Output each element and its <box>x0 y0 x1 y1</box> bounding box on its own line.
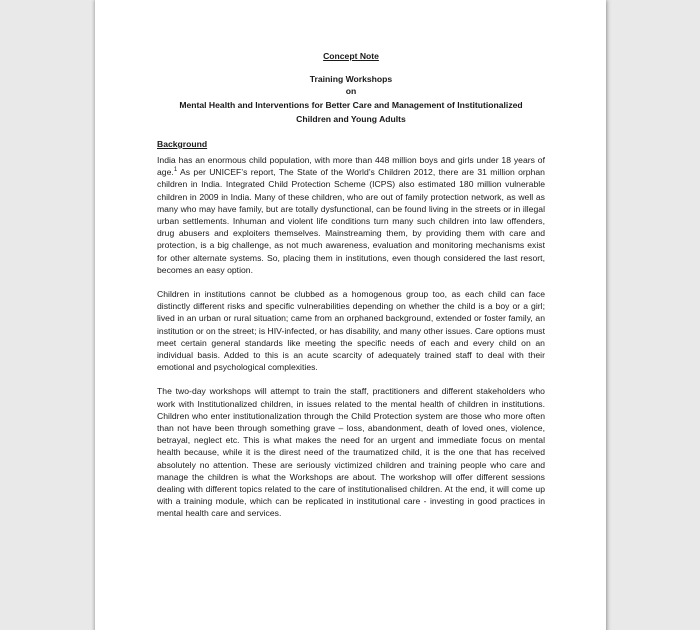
paragraph-1-start: India has an enormous child population, with more than 448 million boys and girls under 18 years of age. <box>157 155 545 178</box>
title-line-1: Training Workshops <box>309 74 393 84</box>
document-page <box>95 0 606 630</box>
paragraph-1 <box>157 154 545 276</box>
paragraph-1-rest: As per UNICEF’s report, The State of the World’s Children 2012, there are 31 million orphan children in India. Integrated Child Protection Scheme (ICPS) also estimated 180 million vulnerable children in 2009 in India. Many of these children, who are out of family protection network, as well as many who may have family, but are totally dysfunctional, can be found living in the streets or in illegal urban settlements. Inhuman and violent life conditions turn many such children into law offenders, drug abusers and exploiters themselves. Mainstreaming them, by providing them with care and protection, is a big challenge, as not much awareness, evaluation and monitoring mechanisms exist for other alternate systems. So, placing them in institutions, even though considered the last resort, becomes an easy option. <box>157 167 545 275</box>
title-line-4: Children and Young Adults <box>296 114 406 124</box>
title-spacer <box>157 62 545 73</box>
footnote-marker[interactable]: 1 <box>173 167 178 174</box>
title-line-2: on <box>345 86 357 96</box>
document-body <box>157 50 545 532</box>
concept-note-title: Concept Note <box>323 51 379 61</box>
paragraph-2: Children in institutions cannot be clubbed as a homogenous group too, as each child can face distinctly different risks and specific vulnerabilities depending on whether the child is a boy or a girl; lived in an urban or rural situation; came from an orphaned background, extended or foster family, an institution or on the street; is HIV-infected, or has disability, and many other issues. Care options must meet certain general standards like meeting the specific needs of each and every child on an individual basis. Added to this is an acute scarcity of adequately trained staff to deal with their emotional and psychological complexities. <box>157 289 545 373</box>
paragraph-3: The two-day workshops will attempt to train the staff, practitioners and different stakeholders who work with Institutionalized children, in issues related to the mental health of children in institutions. Children who enter institutionalization through the Child Protection system are those who more often than not have been through something grave – loss, abandonment, death of loved ones, violence, betrayal, neglect etc. This is what makes the need for an urgent and immediate focus on mental health because, while it is the direst need of the traumatized child, it is the one that has received absolutely no attention. These are seriously victimized children and training people who care and manage the children is what the Workshops are about. The workshop will offer different sessions dealing with different topics related to the care of institutionalised children. At the end, it will come up with a training module, which can be replicated in institutional care - investing in good practices in mental health care and services. <box>157 386 545 519</box>
background-heading: Background <box>157 139 208 149</box>
title-line-3: Mental Health and Interventions for Better Care and Management of Institutionalized <box>179 100 523 110</box>
